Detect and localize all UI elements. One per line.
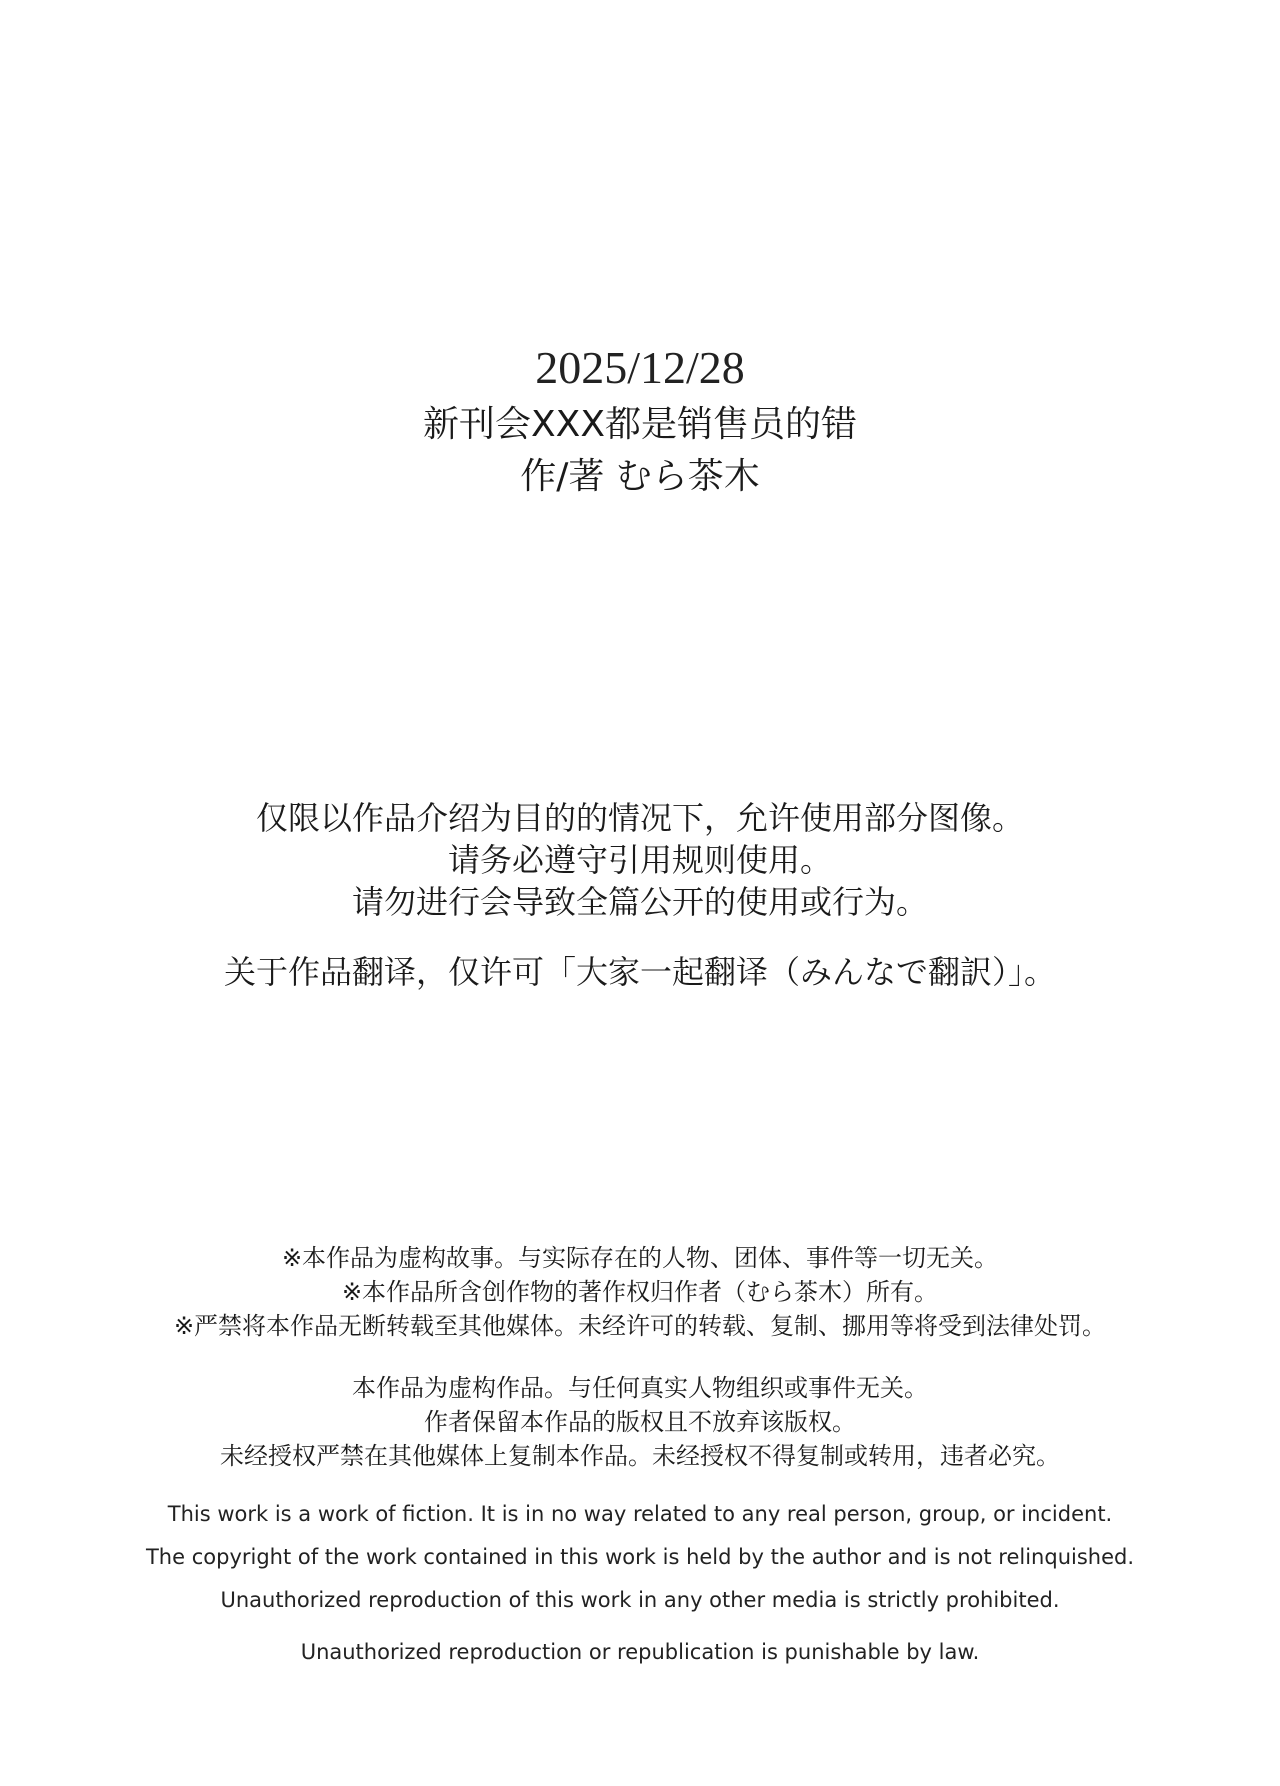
disclaimer-line: 未经授权严禁在其他媒体上复制本作品。未经授权不得复制或转用，违者必究。 bbox=[220, 1442, 1060, 1470]
work-title: 新刊会XXX都是销售员的错 bbox=[423, 404, 857, 445]
usage-notice-line: 请务必遵守引用规则使用。 bbox=[447, 841, 832, 879]
usage-notice-line: 仅限以作品介绍为目的的情况下，允许使用部分图像。 bbox=[255, 799, 1024, 837]
disclaimer-line: This work is a work of fiction. It is in no way related to any real person, group, or incident. bbox=[167, 1502, 1113, 1526]
disclaimer-line: ※严禁将本作品无断转载至其他媒体。未经许可的转载、复制、挪用等将受到法律处罚。 bbox=[173, 1312, 1107, 1340]
disclaimer-line: ※本作品为虚构故事。与实际存在的人物、团体、事件等一切无关。 bbox=[281, 1244, 999, 1272]
disclaimer-line: 作者保留本作品的版权且不放弃该版权。 bbox=[424, 1408, 856, 1436]
author-credit: 作/著 むら茶木 bbox=[520, 456, 760, 497]
disclaimer-line: The copyright of the work contained in this work is held by the author and is not relinquished. bbox=[145, 1545, 1135, 1569]
release-date: 2025/12/28 bbox=[535, 342, 745, 393]
disclaimer-line: 本作品为虚构作品。与任何真实人物组织或事件无关。 bbox=[352, 1374, 928, 1402]
translation-notice: 关于作品翻译，仅许可「大家一起翻译（みんなで翻訳）」。 bbox=[223, 953, 1056, 991]
disclaimer-line: Unauthorized reproduction of this work in any other media is strictly prohibited. bbox=[220, 1588, 1060, 1612]
disclaimer-line: ※本作品所含创作物的著作权归作者（むら茶木）所有。 bbox=[341, 1278, 939, 1306]
disclaimer-line: Unauthorized reproduction or republication is punishable by law. bbox=[300, 1640, 980, 1664]
usage-notice-line: 请勿进行会导致全篇公开的使用或行为。 bbox=[351, 883, 928, 921]
